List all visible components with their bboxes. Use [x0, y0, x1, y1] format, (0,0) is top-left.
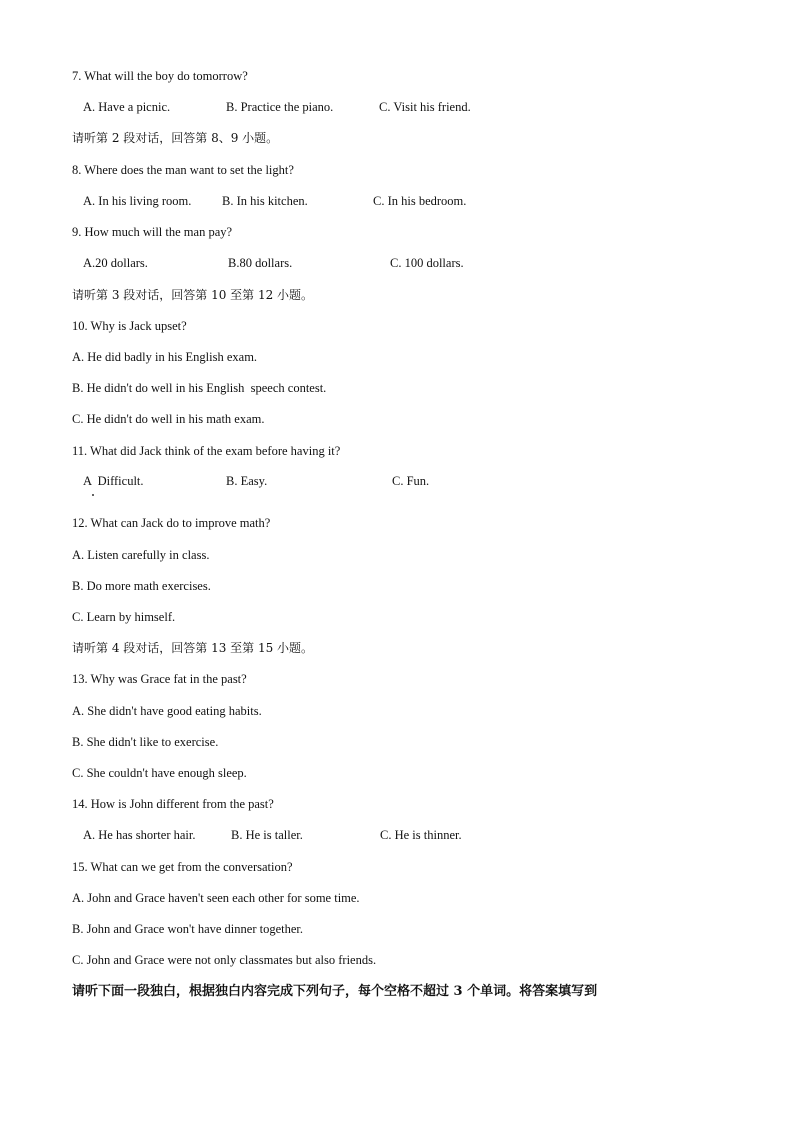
- section-3-instruction: 请听第 3 段对话，回答第 10 至第 12 小题。: [72, 288, 314, 302]
- section-4-instruction: 请听第 4 段对话，回答第 13 至第 15 小题。: [72, 641, 314, 655]
- question-13: 13. Why was Grace fat in the past?: [72, 672, 247, 686]
- q11-option-a: A Difficult.: [83, 474, 144, 488]
- question-9: 9. How much will the man pay?: [72, 225, 233, 239]
- q8-option-c: C. In his bedroom.: [373, 194, 467, 208]
- q12-option-b: B. Do more math exercises.: [72, 579, 211, 593]
- q8-option-b: B. In his kitchen.: [222, 194, 308, 208]
- stray-dot: [92, 494, 94, 496]
- q9-option-a: A.20 dollars.: [83, 256, 148, 270]
- q11-option-b: B. Easy.: [226, 474, 268, 488]
- q15-option-a: A. John and Grace haven't seen each other for some time.: [72, 891, 360, 905]
- q14-option-c: C. He is thinner.: [380, 828, 462, 842]
- q7-option-b: B. Practice the piano.: [226, 100, 334, 114]
- q10-option-c: C. He didn't do well in his math exam.: [72, 412, 265, 426]
- q9-option-b: B.80 dollars.: [228, 256, 293, 270]
- q12-option-c: C. Learn by himself.: [72, 610, 176, 624]
- section-2-instruction: 请听第 2 段对话，回答第 8、9 小题。: [72, 131, 279, 145]
- q11-option-c: C. Fun.: [392, 474, 430, 488]
- q15-option-c: C. John and Grace were not only classmates but also friends.: [72, 953, 377, 967]
- question-12: 12. What can Jack do to improve math?: [72, 516, 271, 530]
- question-11: 11. What did Jack think of the exam before having it?: [72, 444, 341, 458]
- question-15: 15. What can we get from the conversation?: [72, 860, 293, 874]
- question-14: 14. How is John different from the past?: [72, 797, 274, 811]
- q9-option-c: C. 100 dollars.: [390, 256, 464, 270]
- q7-option-c: C. Visit his friend.: [379, 100, 471, 114]
- question-8: 8. Where does the man want to set the light?: [72, 163, 294, 177]
- q13-option-b: B. She didn't like to exercise.: [72, 735, 219, 749]
- q10-option-a: A. He did badly in his English exam.: [72, 350, 258, 364]
- q14-option-b: B. He is taller.: [231, 828, 303, 842]
- question-10: 10. Why is Jack upset?: [72, 319, 187, 333]
- q13-option-a: A. She didn't have good eating habits.: [72, 704, 262, 718]
- q7-option-a: A. Have a picnic.: [83, 100, 171, 114]
- q12-option-a: A. Listen carefully in class.: [72, 548, 210, 562]
- q10-option-b: B. He didn't do well in his English speech contest.: [72, 381, 327, 395]
- q8-option-a: A. In his living room.: [83, 194, 192, 208]
- question-7: 7. What will the boy do tomorrow?: [72, 69, 248, 83]
- q15-option-b: B. John and Grace won't have dinner together.: [72, 922, 304, 936]
- q14-option-a: A. He has shorter hair.: [83, 828, 196, 842]
- section-5-instruction: 请听下面一段独白，根据独白内容完成下列句子，每个空格不超过 3 个单词。将答案填写到: [72, 984, 598, 999]
- q13-option-c: C. She couldn't have enough sleep.: [72, 766, 247, 780]
